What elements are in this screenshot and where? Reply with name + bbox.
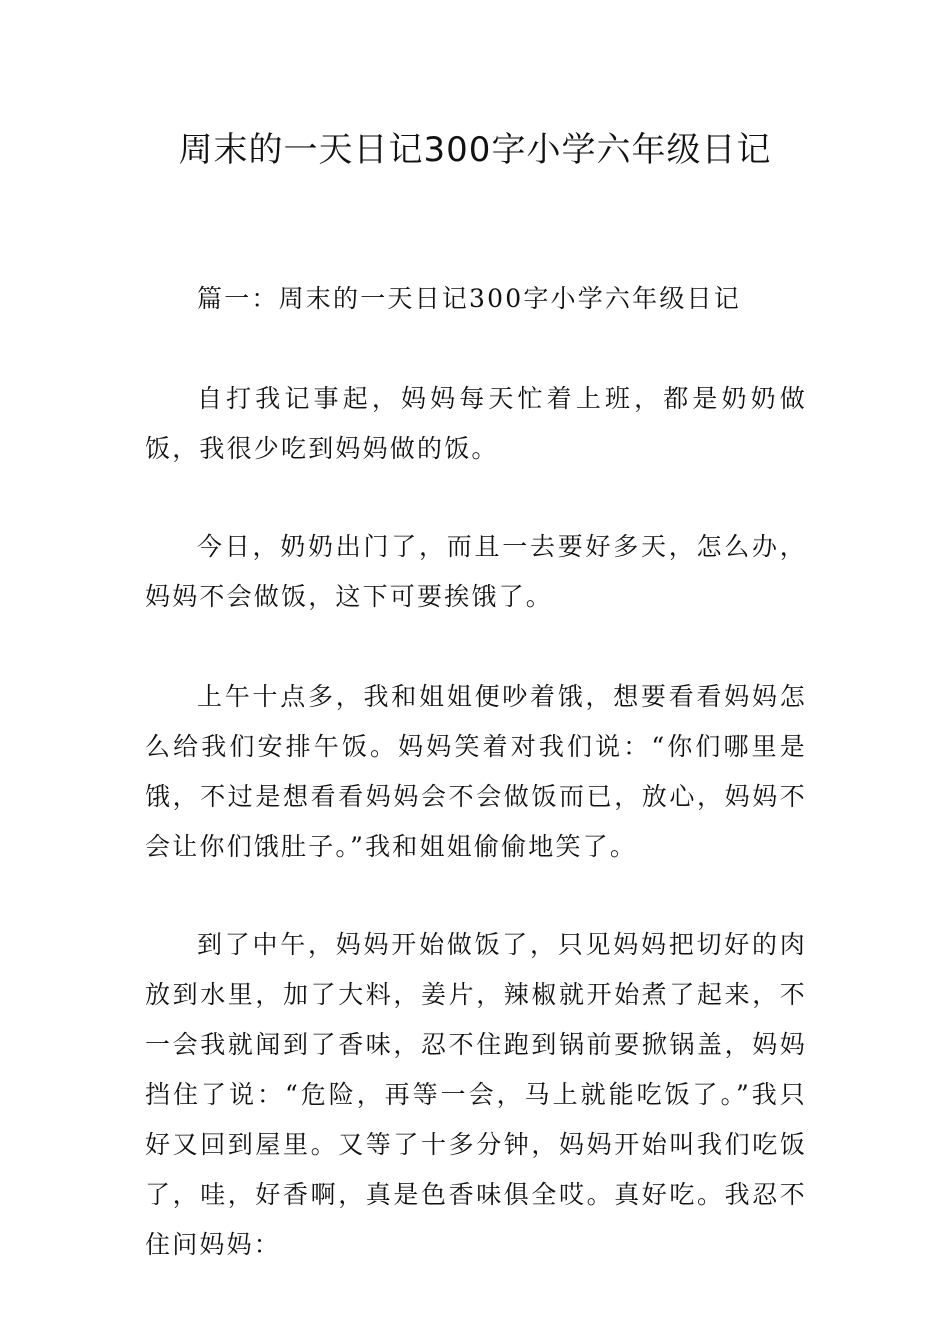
paragraph: 今日，奶奶出门了，而且一去要好多天，怎么办，妈妈不会做饭，这下可要挨饿了。 bbox=[145, 532, 807, 611]
paragraph: 上午十点多，我和姐姐便吵着饿，想要看看妈妈怎么给我们安排午饭。妈妈笑着对我们说：“你们哪里是饿，不过是想看看妈妈会不会做饭而已，放心，妈妈不会让你们饿肚子。”我和姐姐偷偷地笑了。 bbox=[145, 682, 807, 861]
paragraph: 到了中午，妈妈开始做饭了，只见妈妈把切好的肉放到水里，加了大料，姜片，辣椒就开始煮了起来，不一会我就闻到了香味，忍不住跑到锅前要掀锅盖，妈妈挡住了说：“危险，再等一会，马上就能吃饭了。”我只好又回到屋里。又等了十多分钟，妈妈开始叫我们吃饭了，哇，好香啊，真是色香味俱全哎。真好吃。我忍不住问妈妈： bbox=[145, 930, 807, 1259]
page-title: 周末的一天日记300字小学六年级日记 bbox=[178, 130, 772, 170]
paragraph: 自打我记事起，妈妈每天忙着上班，都是奶奶做饭，我很少吃到妈妈做的饭。 bbox=[145, 384, 807, 463]
section-heading: 篇一：周末的一天日记300字小学六年级日记 bbox=[197, 284, 741, 313]
